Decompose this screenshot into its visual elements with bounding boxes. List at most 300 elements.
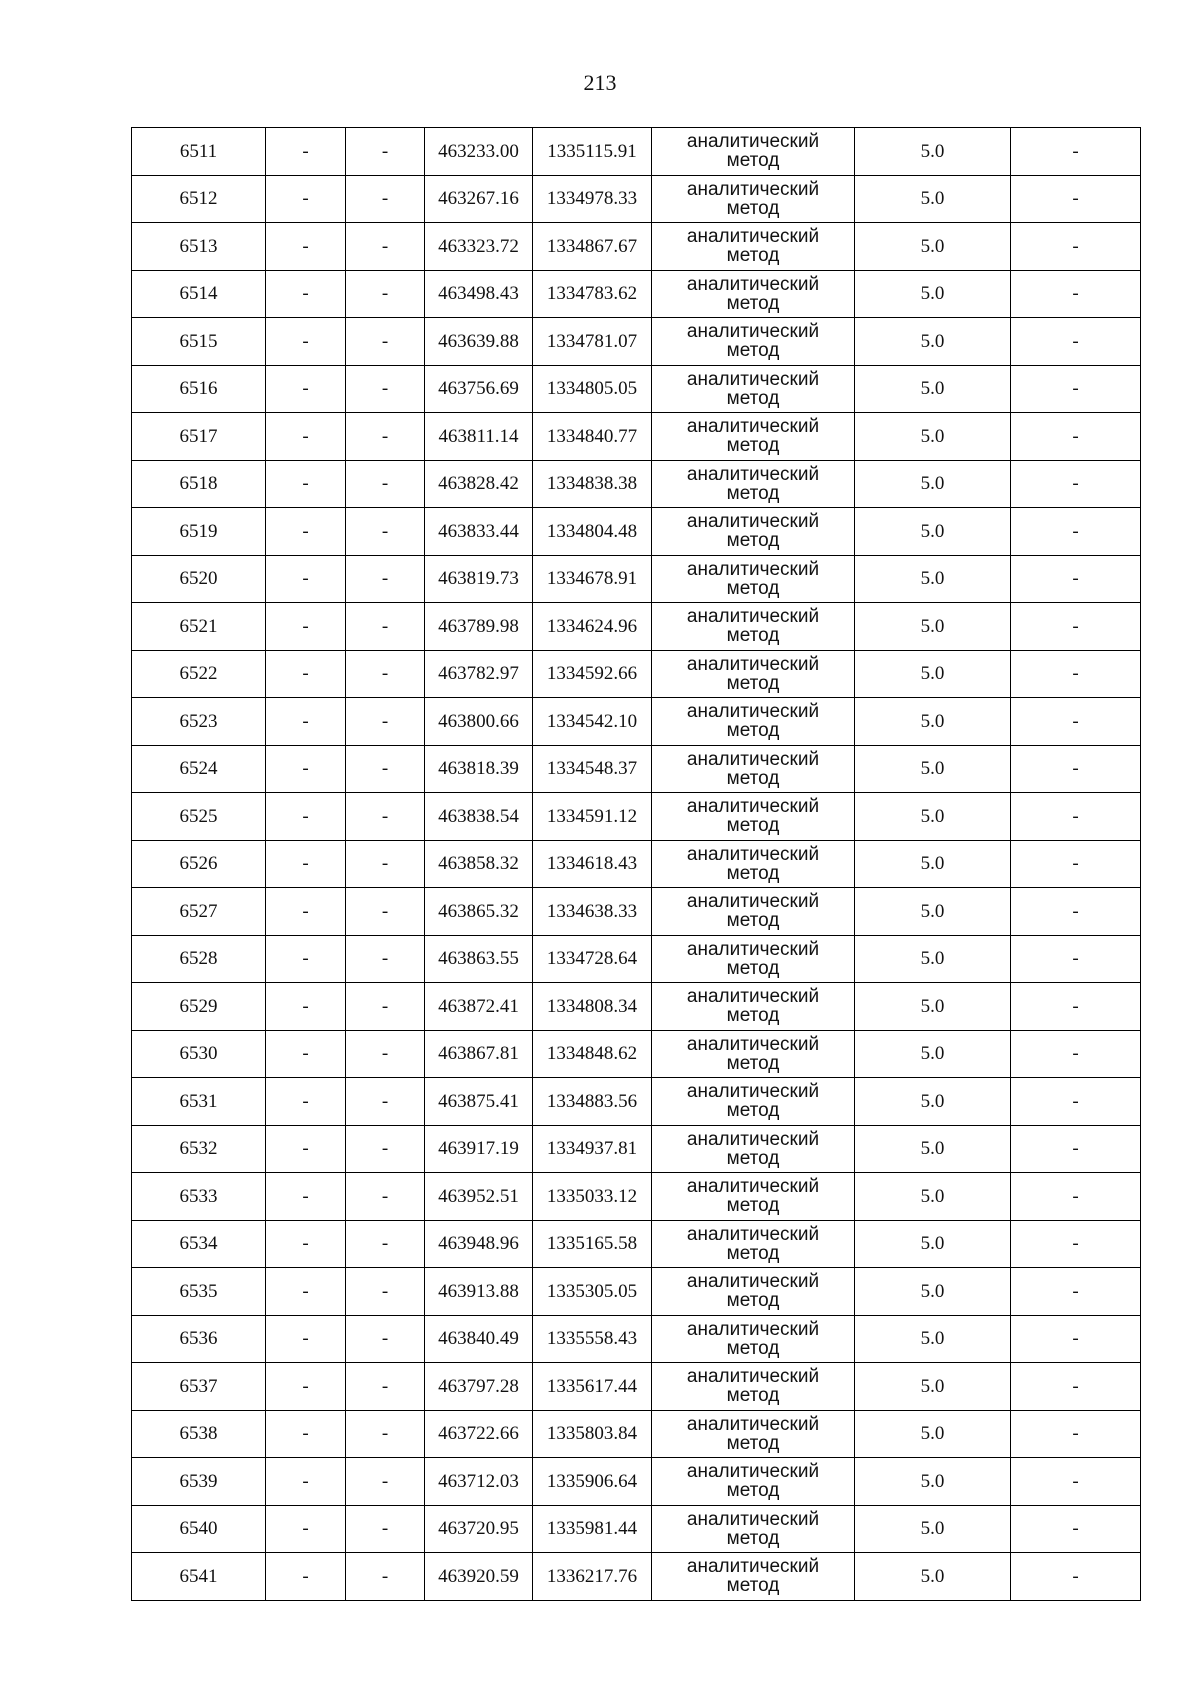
column-3-cell: -	[346, 745, 425, 793]
accuracy-cell: 5.0	[855, 413, 1011, 461]
method-line-2: метод	[726, 815, 780, 837]
method-line-2: метод	[726, 292, 780, 314]
method-line-1: аналитический	[686, 511, 820, 533]
column-2-cell: -	[266, 460, 346, 508]
method-line-2: метод	[726, 1385, 780, 1407]
method-cell	[652, 603, 855, 651]
table-row	[132, 983, 1141, 1031]
method-line-2: метод	[726, 1242, 780, 1264]
table-row	[132, 1220, 1141, 1268]
y-coordinate-cell: 1334542.10	[533, 698, 652, 746]
method-cell	[652, 1030, 855, 1078]
method-line-1: аналитический	[686, 843, 820, 865]
y-coordinate-cell: 1334781.07	[533, 318, 652, 366]
accuracy-cell: 5.0	[855, 223, 1011, 271]
table-row	[132, 603, 1141, 651]
x-coordinate-cell: 463948.96	[425, 1220, 533, 1268]
method-line-2: метод	[726, 910, 780, 932]
accuracy-cell: 5.0	[855, 318, 1011, 366]
x-coordinate-cell: 463782.97	[425, 650, 533, 698]
table-row	[132, 1030, 1141, 1078]
point-number-cell: 6512	[132, 175, 266, 223]
note-cell: -	[1011, 1220, 1141, 1268]
point-number-cell: 6532	[132, 1125, 266, 1173]
point-number-cell: 6513	[132, 223, 266, 271]
point-number-cell: 6527	[132, 888, 266, 936]
table-row	[132, 793, 1141, 841]
note-cell: -	[1011, 1268, 1141, 1316]
method-cell	[652, 1553, 855, 1601]
method-line-1: аналитический	[686, 1366, 820, 1388]
note-cell: -	[1011, 270, 1141, 318]
point-number-cell: 6528	[132, 935, 266, 983]
point-number-cell: 6519	[132, 508, 266, 556]
method-line-2: метод	[726, 720, 780, 742]
method-line-1: аналитический	[686, 558, 820, 580]
accuracy-cell: 5.0	[855, 460, 1011, 508]
point-number-cell: 6522	[132, 650, 266, 698]
column-3-cell: -	[346, 1125, 425, 1173]
method-cell	[652, 508, 855, 556]
column-2-cell: -	[266, 1315, 346, 1363]
method-cell	[652, 555, 855, 603]
y-coordinate-cell: 1334678.91	[533, 555, 652, 603]
method-line-2: метод	[726, 387, 780, 409]
table-row	[132, 365, 1141, 413]
method-cell	[652, 935, 855, 983]
column-3-cell: -	[346, 508, 425, 556]
column-3-cell: -	[346, 318, 425, 366]
coordinates-table	[131, 127, 1141, 1601]
column-3-cell: -	[346, 1268, 425, 1316]
accuracy-cell: 5.0	[855, 793, 1011, 841]
x-coordinate-cell: 463865.32	[425, 888, 533, 936]
note-cell: -	[1011, 745, 1141, 793]
column-3-cell: -	[346, 1315, 425, 1363]
method-cell	[652, 460, 855, 508]
table-row	[132, 128, 1141, 176]
note-cell: -	[1011, 1458, 1141, 1506]
method-cell	[652, 745, 855, 793]
column-3-cell: -	[346, 603, 425, 651]
y-coordinate-cell: 1334618.43	[533, 840, 652, 888]
point-number-cell: 6520	[132, 555, 266, 603]
method-line-2: метод	[726, 1147, 780, 1169]
method-line-2: метод	[726, 1480, 780, 1502]
method-line-1: аналитический	[686, 796, 820, 818]
column-3-cell: -	[346, 270, 425, 318]
y-coordinate-cell: 1335305.05	[533, 1268, 652, 1316]
column-2-cell: -	[266, 1173, 346, 1221]
table-row	[132, 318, 1141, 366]
column-3-cell: -	[346, 413, 425, 461]
point-number-cell: 6524	[132, 745, 266, 793]
method-cell	[652, 413, 855, 461]
method-cell	[652, 223, 855, 271]
note-cell: -	[1011, 508, 1141, 556]
point-number-cell: 6540	[132, 1505, 266, 1553]
x-coordinate-cell: 463811.14	[425, 413, 533, 461]
y-coordinate-cell: 1334624.96	[533, 603, 652, 651]
accuracy-cell: 5.0	[855, 650, 1011, 698]
column-2-cell: -	[266, 793, 346, 841]
accuracy-cell: 5.0	[855, 1030, 1011, 1078]
column-2-cell: -	[266, 745, 346, 793]
x-coordinate-cell: 463952.51	[425, 1173, 533, 1221]
column-2-cell: -	[266, 555, 346, 603]
column-3-cell: -	[346, 1553, 425, 1601]
table-row	[132, 1553, 1141, 1601]
method-line-1: аналитический	[686, 1318, 820, 1340]
note-cell: -	[1011, 555, 1141, 603]
y-coordinate-cell: 1334783.62	[533, 270, 652, 318]
column-2-cell: -	[266, 935, 346, 983]
table-row	[132, 1458, 1141, 1506]
column-2-cell: -	[266, 603, 346, 651]
column-2-cell: -	[266, 1030, 346, 1078]
method-line-1: аналитический	[686, 321, 820, 343]
x-coordinate-cell: 463797.28	[425, 1363, 533, 1411]
column-3-cell: -	[346, 983, 425, 1031]
column-2-cell: -	[266, 1125, 346, 1173]
accuracy-cell: 5.0	[855, 1315, 1011, 1363]
y-coordinate-cell: 1334978.33	[533, 175, 652, 223]
y-coordinate-cell: 1335558.43	[533, 1315, 652, 1363]
point-number-cell: 6526	[132, 840, 266, 888]
method-line-1: аналитический	[686, 226, 820, 248]
x-coordinate-cell: 463323.72	[425, 223, 533, 271]
table-row	[132, 840, 1141, 888]
note-cell: -	[1011, 1030, 1141, 1078]
column-3-cell: -	[346, 650, 425, 698]
method-cell	[652, 1078, 855, 1126]
y-coordinate-cell: 1334638.33	[533, 888, 652, 936]
x-coordinate-cell: 463833.44	[425, 508, 533, 556]
method-line-2: метод	[726, 245, 780, 267]
method-cell	[652, 270, 855, 318]
method-cell	[652, 698, 855, 746]
method-line-2: метод	[726, 1052, 780, 1074]
method-line-1: аналитический	[686, 1461, 820, 1483]
y-coordinate-cell: 1334840.77	[533, 413, 652, 461]
column-3-cell: -	[346, 365, 425, 413]
column-2-cell: -	[266, 1268, 346, 1316]
method-line-2: метод	[726, 1432, 780, 1454]
x-coordinate-cell: 463867.81	[425, 1030, 533, 1078]
method-line-1: аналитический	[686, 131, 820, 153]
y-coordinate-cell: 1335803.84	[533, 1410, 652, 1458]
point-number-cell: 6514	[132, 270, 266, 318]
column-3-cell: -	[346, 460, 425, 508]
method-line-2: метод	[726, 957, 780, 979]
column-2-cell: -	[266, 175, 346, 223]
column-2-cell: -	[266, 270, 346, 318]
table-row	[132, 1125, 1141, 1173]
note-cell: -	[1011, 223, 1141, 271]
method-line-1: аналитический	[686, 986, 820, 1008]
x-coordinate-cell: 463872.41	[425, 983, 533, 1031]
method-line-1: аналитический	[686, 653, 820, 675]
column-2-cell: -	[266, 983, 346, 1031]
method-line-1: аналитический	[686, 1128, 820, 1150]
method-cell	[652, 1410, 855, 1458]
y-coordinate-cell: 1334804.48	[533, 508, 652, 556]
x-coordinate-cell: 463840.49	[425, 1315, 533, 1363]
accuracy-cell: 5.0	[855, 1553, 1011, 1601]
method-line-2: метод	[726, 672, 780, 694]
x-coordinate-cell: 463863.55	[425, 935, 533, 983]
x-coordinate-cell: 463828.42	[425, 460, 533, 508]
accuracy-cell: 5.0	[855, 698, 1011, 746]
x-coordinate-cell: 463875.41	[425, 1078, 533, 1126]
column-3-cell: -	[346, 1078, 425, 1126]
point-number-cell: 6517	[132, 413, 266, 461]
column-2-cell: -	[266, 698, 346, 746]
table-row	[132, 935, 1141, 983]
accuracy-cell: 5.0	[855, 175, 1011, 223]
point-number-cell: 6518	[132, 460, 266, 508]
column-3-cell: -	[346, 1505, 425, 1553]
table-row	[132, 650, 1141, 698]
point-number-cell: 6536	[132, 1315, 266, 1363]
accuracy-cell: 5.0	[855, 508, 1011, 556]
y-coordinate-cell: 1334591.12	[533, 793, 652, 841]
method-cell	[652, 1363, 855, 1411]
table-row	[132, 1078, 1141, 1126]
method-line-1: аналитический	[686, 1508, 820, 1530]
x-coordinate-cell: 463498.43	[425, 270, 533, 318]
x-coordinate-cell: 463720.95	[425, 1505, 533, 1553]
y-coordinate-cell: 1335981.44	[533, 1505, 652, 1553]
accuracy-cell: 5.0	[855, 1173, 1011, 1221]
column-2-cell: -	[266, 1363, 346, 1411]
x-coordinate-cell: 463838.54	[425, 793, 533, 841]
method-line-2: метод	[726, 1575, 780, 1597]
x-coordinate-cell: 463267.16	[425, 175, 533, 223]
method-line-2: метод	[726, 1100, 780, 1122]
column-2-cell: -	[266, 1220, 346, 1268]
y-coordinate-cell: 1335906.64	[533, 1458, 652, 1506]
method-line-2: метод	[726, 1527, 780, 1549]
y-coordinate-cell: 1334848.62	[533, 1030, 652, 1078]
method-cell	[652, 1458, 855, 1506]
method-line-2: метод	[726, 862, 780, 884]
x-coordinate-cell: 463819.73	[425, 555, 533, 603]
method-line-1: аналитический	[686, 938, 820, 960]
point-number-cell: 6541	[132, 1553, 266, 1601]
method-cell	[652, 175, 855, 223]
table-row	[132, 1268, 1141, 1316]
method-cell	[652, 318, 855, 366]
method-line-1: аналитический	[686, 1033, 820, 1055]
accuracy-cell: 5.0	[855, 745, 1011, 793]
method-line-2: метод	[726, 340, 780, 362]
method-cell	[652, 128, 855, 176]
method-line-1: аналитический	[686, 463, 820, 485]
method-line-2: метод	[726, 1290, 780, 1312]
note-cell: -	[1011, 460, 1141, 508]
note-cell: -	[1011, 175, 1141, 223]
note-cell: -	[1011, 1125, 1141, 1173]
x-coordinate-cell: 463917.19	[425, 1125, 533, 1173]
y-coordinate-cell: 1334592.66	[533, 650, 652, 698]
method-line-1: аналитический	[686, 891, 820, 913]
column-3-cell: -	[346, 223, 425, 271]
note-cell: -	[1011, 365, 1141, 413]
table-row	[132, 270, 1141, 318]
accuracy-cell: 5.0	[855, 935, 1011, 983]
method-line-1: аналитический	[686, 178, 820, 200]
column-2-cell: -	[266, 840, 346, 888]
note-cell: -	[1011, 128, 1141, 176]
x-coordinate-cell: 463920.59	[425, 1553, 533, 1601]
x-coordinate-cell: 463712.03	[425, 1458, 533, 1506]
point-number-cell: 6529	[132, 983, 266, 1031]
page-number: 213	[583, 70, 617, 95]
method-line-1: аналитический	[686, 1556, 820, 1578]
method-line-2: метод	[726, 625, 780, 647]
table-row	[132, 745, 1141, 793]
point-number-cell: 6515	[132, 318, 266, 366]
column-3-cell: -	[346, 698, 425, 746]
y-coordinate-cell: 1334548.37	[533, 745, 652, 793]
accuracy-cell: 5.0	[855, 1458, 1011, 1506]
column-2-cell: -	[266, 318, 346, 366]
column-2-cell: -	[266, 1458, 346, 1506]
column-2-cell: -	[266, 223, 346, 271]
point-number-cell: 6531	[132, 1078, 266, 1126]
table-row	[132, 888, 1141, 936]
method-cell	[652, 793, 855, 841]
accuracy-cell: 5.0	[855, 888, 1011, 936]
column-2-cell: -	[266, 1505, 346, 1553]
method-line-1: аналитический	[686, 748, 820, 770]
table-row	[132, 508, 1141, 556]
method-line-2: метод	[726, 1195, 780, 1217]
method-line-2: метод	[726, 1337, 780, 1359]
point-number-cell: 6538	[132, 1410, 266, 1458]
table-row	[132, 460, 1141, 508]
note-cell: -	[1011, 935, 1141, 983]
note-cell: -	[1011, 413, 1141, 461]
accuracy-cell: 5.0	[855, 1505, 1011, 1553]
point-number-cell: 6537	[132, 1363, 266, 1411]
column-2-cell: -	[266, 1410, 346, 1458]
column-2-cell: -	[266, 508, 346, 556]
y-coordinate-cell: 1335165.58	[533, 1220, 652, 1268]
column-3-cell: -	[346, 1030, 425, 1078]
method-cell	[652, 1315, 855, 1363]
note-cell: -	[1011, 793, 1141, 841]
accuracy-cell: 5.0	[855, 270, 1011, 318]
x-coordinate-cell: 463639.88	[425, 318, 533, 366]
method-cell	[652, 840, 855, 888]
accuracy-cell: 5.0	[855, 555, 1011, 603]
point-number-cell: 6521	[132, 603, 266, 651]
method-line-2: метод	[726, 150, 780, 172]
y-coordinate-cell: 1334808.34	[533, 983, 652, 1031]
column-3-cell: -	[346, 1410, 425, 1458]
method-line-1: аналитический	[686, 606, 820, 628]
accuracy-cell: 5.0	[855, 128, 1011, 176]
y-coordinate-cell: 1334883.56	[533, 1078, 652, 1126]
table-row	[132, 555, 1141, 603]
accuracy-cell: 5.0	[855, 983, 1011, 1031]
note-cell: -	[1011, 698, 1141, 746]
method-line-2: метод	[726, 482, 780, 504]
table-row	[132, 1505, 1141, 1553]
x-coordinate-cell: 463789.98	[425, 603, 533, 651]
table-row	[132, 413, 1141, 461]
table-row	[132, 698, 1141, 746]
note-cell: -	[1011, 318, 1141, 366]
y-coordinate-cell: 1335115.91	[533, 128, 652, 176]
point-number-cell: 6533	[132, 1173, 266, 1221]
method-cell	[652, 650, 855, 698]
accuracy-cell: 5.0	[855, 1220, 1011, 1268]
column-2-cell: -	[266, 128, 346, 176]
column-3-cell: -	[346, 888, 425, 936]
table-row	[132, 1315, 1141, 1363]
point-number-cell: 6535	[132, 1268, 266, 1316]
method-cell	[652, 1268, 855, 1316]
method-cell	[652, 888, 855, 936]
x-coordinate-cell: 463913.88	[425, 1268, 533, 1316]
column-3-cell: -	[346, 840, 425, 888]
column-3-cell: -	[346, 935, 425, 983]
column-3-cell: -	[346, 1458, 425, 1506]
table-row	[132, 1363, 1141, 1411]
y-coordinate-cell: 1334728.64	[533, 935, 652, 983]
column-2-cell: -	[266, 650, 346, 698]
method-line-1: аналитический	[686, 368, 820, 390]
method-line-1: аналитический	[686, 1271, 820, 1293]
y-coordinate-cell: 1334867.67	[533, 223, 652, 271]
method-cell	[652, 365, 855, 413]
method-line-2: метод	[726, 1005, 780, 1027]
method-cell	[652, 1173, 855, 1221]
table-row	[132, 223, 1141, 271]
accuracy-cell: 5.0	[855, 1078, 1011, 1126]
method-line-1: аналитический	[686, 1176, 820, 1198]
y-coordinate-cell: 1335033.12	[533, 1173, 652, 1221]
accuracy-cell: 5.0	[855, 603, 1011, 651]
method-line-1: аналитический	[686, 273, 820, 295]
method-line-1: аналитический	[686, 701, 820, 723]
note-cell: -	[1011, 840, 1141, 888]
x-coordinate-cell: 463233.00	[425, 128, 533, 176]
point-number-cell: 6530	[132, 1030, 266, 1078]
method-line-2: метод	[726, 530, 780, 552]
table-row	[132, 1410, 1141, 1458]
x-coordinate-cell: 463800.66	[425, 698, 533, 746]
method-line-1: аналитический	[686, 1223, 820, 1245]
column-2-cell: -	[266, 1553, 346, 1601]
column-3-cell: -	[346, 1173, 425, 1221]
y-coordinate-cell: 1335617.44	[533, 1363, 652, 1411]
column-2-cell: -	[266, 888, 346, 936]
note-cell: -	[1011, 888, 1141, 936]
column-3-cell: -	[346, 555, 425, 603]
table-row	[132, 175, 1141, 223]
note-cell: -	[1011, 1505, 1141, 1553]
note-cell: -	[1011, 1315, 1141, 1363]
point-number-cell: 6511	[132, 128, 266, 176]
y-coordinate-cell: 1334805.05	[533, 365, 652, 413]
method-line-2: метод	[726, 767, 780, 789]
point-number-cell: 6525	[132, 793, 266, 841]
column-3-cell: -	[346, 793, 425, 841]
